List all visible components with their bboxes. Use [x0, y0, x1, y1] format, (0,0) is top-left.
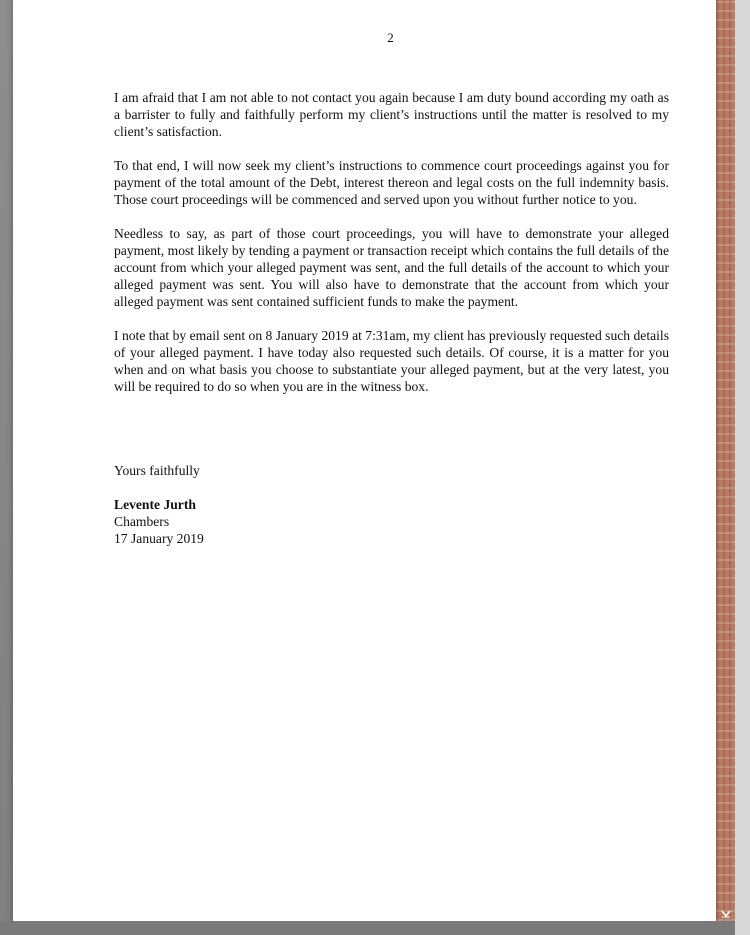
letter-date: 17 January 2019 [114, 531, 204, 546]
document-page [13, 0, 716, 921]
decorative-edge-strip [716, 0, 736, 921]
paragraph-1: I am afraid that I am not able to not contact you again because I am duty bound according my oath as a barrister to fully and faithfully perform my client’s instructions until the matter is resolved to my client’s satisfaction. [114, 90, 669, 139]
paragraph-2: To that end, I will now seek my client’s instructions to commence court proceedings against you for payment of the total amount of the Debt, interest thereon and legal costs on the full indemnity basis. Those court proceedings will be commenced and served upon you without further notice to you. [114, 158, 669, 207]
window-right-gutter [735, 0, 750, 935]
chevron-down-icon-graphic [721, 910, 731, 918]
closing-salutation: Yours faithfully [114, 463, 200, 478]
chevron-down-icon[interactable] [716, 906, 735, 921]
signatory-title: Chambers [114, 514, 170, 529]
page-number: 2 [387, 30, 394, 45]
window-bottom-bar [0, 921, 735, 935]
signatory-name: Levente Jurth [114, 497, 196, 512]
paragraph-4: I note that by email sent on 8 January 2019 at 7:31am, my client has previously requested such details of your alleged payment. I have today also requested such details. Of course, it is a matter for you when and on what basis you choose to substantiate your alleged payment, but at the very latest, you will be required to do so when you are in the witness box. [114, 328, 669, 394]
signature-block [114, 496, 204, 547]
letter-body [114, 89, 669, 412]
paragraph-3: Needless to say, as part of those court proceedings, you will have to demonstrate your alleged payment, most likely by tending a payment or transaction receipt which contains the full details of the account from which your alleged payment was sent, and the full details of the account to which your alleged payment was sent. You will also have to demonstrate that the account from which your alleged payment was sent contained sufficient funds to make the payment. [114, 226, 669, 309]
